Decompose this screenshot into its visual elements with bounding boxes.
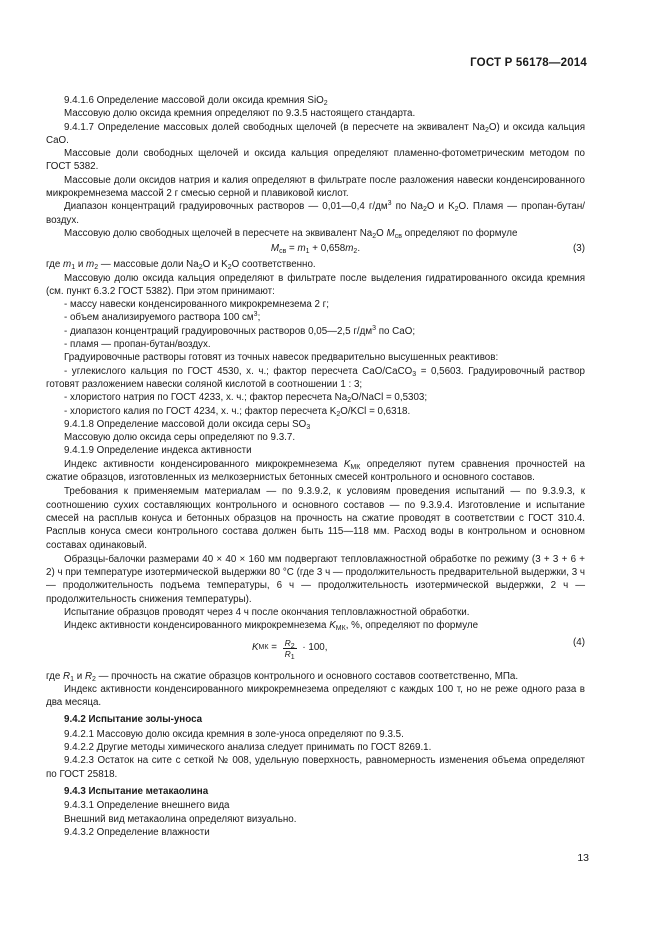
paragraph: где $R_1$ и $R_2$ — прочность на сжатие образцов контрольного и основного составов соответственно, МПа. (46, 670, 519, 683)
section-heading: 9.4.2 Испытание золы-уноса (64, 714, 203, 726)
paragraph: Испытание образцов проводят через 4 ч после окончания тепловлажностной обработки. (64, 606, 470, 618)
list-item: - углекислого кальция по ГОСТ 4530, х. ч.; фактор пересчета CaO/CaCO$_3$ = 0,5603. Градуировочный раствор готовят разложением навески соляной кислотой в соотношении 1 : 3; (46, 365, 585, 390)
formula-3 (46, 241, 585, 257)
paragraph: Массовые доли оксидов натрия и калия определяют в фильтрате после разложения навески конденсированного микрокремнезема массой 2 г смесью серной и плавиковой кислот. (46, 174, 585, 200)
list-item: - объем анализируемого раствора 100 $см^3$; (64, 311, 261, 324)
paragraph: 9.4.1.9 Определение индекса активности (64, 445, 252, 457)
list-item: - массу навески конденсированного микрокремнезема 2 г; (64, 299, 329, 311)
list-item: - пламя — пропан-бутан/воздух. (64, 339, 211, 351)
paragraph: 9.4.2.2 Другие методы химического анализа следует принимать по ГОСТ 8269.1. (64, 742, 432, 754)
formula-4-expression: K МК = $\frac{R_2}{R_1}$ · 100, (252, 637, 328, 661)
page-number: 13 (577, 852, 589, 864)
paragraph: 9.4.1.8 Определение массовой доли оксида серы $SO_3$ (64, 418, 311, 431)
paragraph: 9.4.3.2 Определение влажности (64, 826, 210, 838)
list-item: - диапазон концентраций градуировочных растворов 0,05—2,5 $г/дм^3$ по CaO; (64, 324, 416, 337)
formula-3-expression: $M_{св} = m_1 + 0,658m_2$. (270, 243, 361, 256)
paragraph: 9.4.2.3 Остаток на сите с сеткой № 008, удельную поверхность, равномерность изменения объема определяют по ГОСТ 25818. (46, 755, 585, 780)
paragraph: Массовые доли свободных щелочей и оксида кальция определяют пламенно-фотометрическим методом по ГОСТ 5382. (46, 148, 585, 173)
paragraph: Образцы-балочки размерами 40 × 40 × 160 мм подвергают тепловлажностной обработке по режиму (3 + 3 + 6 + 2) ч при температуре изотермической выдержки 80 °С (где 3 ч — продолжительность предварительной выдержки, 3 ч — продолжительность подъема температуры, 6 ч — продолжительность изотермической выдержки, 2 ч — продолжительность снижения температуры). (46, 553, 585, 605)
paragraph: Массовую долю оксида кремния определяют по 9.3.5 настоящего стандарта. (64, 108, 416, 120)
paragraph: 9.4.1.6 Определение массовой доли оксида кремния SiO$_2$ (64, 95, 328, 107)
formula-4-number: (4) (573, 636, 585, 648)
paragraph: Индекс активности конденсированного микрокремнезема $K_{МК}$ определяют путем сравнения прочностей на сжатие образцов, изготовленных из мелкозернистых бетонных смесей контрольного и основного составов. (46, 458, 586, 484)
paragraph: Массовую долю оксида кальция определяют в фильтрате после выделения гидратированного оксида кремния (см. пункт 6.3.2 ГОСТ 5382). При этом принимают: (46, 272, 585, 297)
paragraph: Градуировочные растворы готовят из точных навесок предварительно высушенных реактивов: (64, 352, 499, 364)
paragraph: Массовую долю свободных щелочей в пересчете на эквивалент $Na_2O$ $M_{св}$ определяют по формуле (64, 227, 518, 240)
list-item: - хлористого натрия по ГОСТ 4233, х. ч.; фактор пересчета $Na_2O$/NaCl = 0,5303; (64, 392, 428, 405)
paragraph: 9.4.2.1 Массовую долю оксида кремния в золе-уноса определяют по 9.3.5. (64, 728, 404, 740)
formula-4-fraction: $\frac{R_2}{R_1}$ (284, 637, 295, 661)
paragraph: Внешний вид метакаолина определяют визуально. (64, 813, 297, 825)
paragraph: 9.4.1.7 Определение массовых долей свободных щелочей (в пересчете на эквивалент $Na_2O$) и оксида кальция CaO. (46, 121, 585, 146)
paragraph: Индекс активности конденсированного микрокремнезема определяют с каждых 100 т, но не реже одного раза в два месяца. (46, 683, 585, 709)
document-body (46, 94, 585, 839)
section-heading: 9.4.3 Испытание метакаолина (64, 785, 209, 797)
paragraph: Массовую долю оксида серы определяют по 9.3.7. (64, 432, 296, 444)
list-item: - хлористого калия по ГОСТ 4234, х. ч.; фактор пересчета $K_2O$/KCl = 0,6318. (64, 405, 411, 418)
paragraph: Индекс активности конденсированного микрокремнезема $K_{МК}$, %, определяют по формуле (64, 620, 479, 633)
formula-3-number: (3) (573, 243, 585, 255)
document-header: ГОСТ Р 56178—2014 (470, 57, 587, 69)
paragraph: Диапазон концентраций градуировочных растворов — 0,01—0,4 $г/дм^3$ по $Na_2O$ и $K_2O$. Пламя — пропан-бутан/воздух. (46, 200, 585, 226)
formula-4 (46, 636, 585, 666)
paragraph: где $m_1$ и $m_2$ — массовые доли $Na_2O$ и $K_2O$ соответственно. (46, 259, 316, 272)
paragraph: 9.4.3.1 Определение внешнего вида (64, 800, 230, 812)
paragraph: Требования к применяемым материалам — по 9.3.9.2, к условиям проведения испытаний — по 9.3.9.3, к соотношению сухих составляющих контрольного и основного составов — по 9.3.9.4. Изготовление и испытание смесей на расплыв конуса и бетонных образцов на прочность на сжатие проводят в соответствии с ГОСТ 310.4. Расплыв конуса смеси контрольного состава должен быть 115—118 мм. Расход воды в контрольном и основном составах одинаковый. (46, 486, 585, 551)
